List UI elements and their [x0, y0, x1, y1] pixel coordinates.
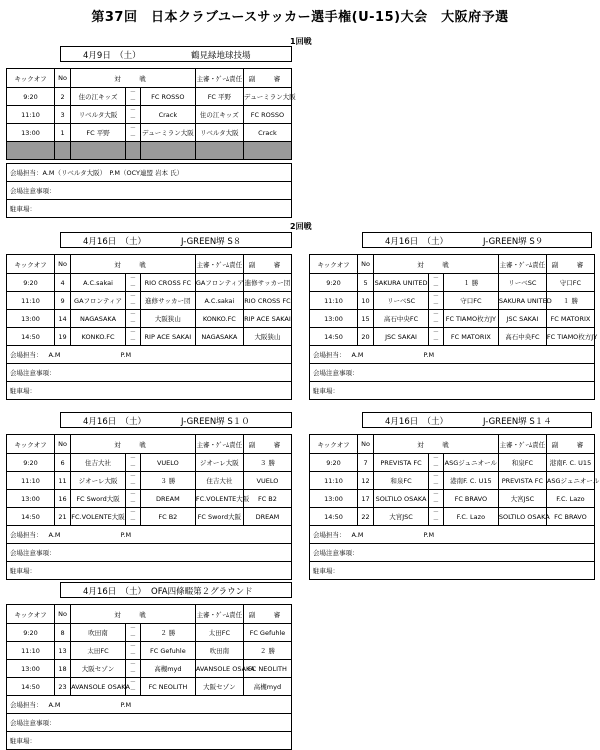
- round-2-label: 2回戦: [290, 222, 312, 231]
- assistant-team: ３ 勝: [243, 454, 291, 472]
- kickoff-time: 11:10: [7, 642, 55, 660]
- referee-team: 大阪セゾン: [195, 678, 243, 696]
- schedule-table: [309, 434, 600, 580]
- kickoff-header: キックオフ: [7, 605, 55, 624]
- match-row: [7, 678, 292, 696]
- venue-staff: 会場担当： A.M P.M: [7, 696, 292, 714]
- venue-notes: 会場注意事項：: [7, 544, 292, 562]
- away-team: FC ROSSO: [140, 88, 195, 106]
- match-row: [310, 490, 595, 508]
- venue-staff: 会場担当：A.M（リベルタ大阪） P.M（OCY連盟 岩本 氏）: [7, 164, 292, 182]
- assistant-team: ASGジュニオール: [546, 472, 594, 490]
- match-row: [7, 642, 292, 660]
- venue-header: [362, 232, 592, 248]
- versus-mark: － －: [126, 472, 141, 490]
- home-team: 吹田南: [71, 624, 126, 642]
- match-row: [7, 660, 292, 678]
- match-number: 5: [358, 274, 374, 292]
- away-team: 守口FC: [443, 292, 498, 310]
- kickoff-time: 14:50: [7, 328, 55, 346]
- kickoff-time: 11:10: [310, 292, 358, 310]
- home-team: A.C.sakai: [71, 274, 126, 292]
- match-row: [7, 88, 292, 106]
- no-header: No: [55, 605, 71, 624]
- match-date: 4月16日 （土）: [83, 587, 146, 597]
- referee-header: 主審・ｹﾞｰﾑ責任: [498, 435, 546, 454]
- away-team: 進修サッカー団: [140, 292, 195, 310]
- versus-mark: － －: [126, 124, 141, 142]
- venue-header: [60, 412, 292, 428]
- assistant-team: 大阪狭山: [243, 328, 291, 346]
- kickoff-time: 14:50: [7, 678, 55, 696]
- match-date: 4月9日 （土）: [83, 51, 141, 61]
- home-team: 太田FC: [71, 642, 126, 660]
- match-number: 21: [55, 508, 71, 526]
- match-header: 対 戦: [71, 255, 196, 274]
- match-date: 4月16日 （土）: [385, 417, 448, 427]
- versus-mark: － －: [429, 274, 444, 292]
- match-row: [7, 292, 292, 310]
- home-team: PREVISTA FC: [374, 454, 429, 472]
- away-team: デューミラン大阪: [140, 124, 195, 142]
- referee-team: ジオーレ大阪: [195, 454, 243, 472]
- kickoff-time: 9:20: [7, 454, 55, 472]
- parking-info: 駐車場：: [7, 562, 292, 580]
- assistant-team: 高槻myd: [243, 678, 291, 696]
- match-row: [7, 454, 292, 472]
- assistant-team: FC NEOLITH: [243, 660, 291, 678]
- assistant-team: FC B2: [243, 490, 291, 508]
- match-date: 4月16日 （土）: [83, 237, 146, 247]
- venue-notes: 会場注意事項：: [7, 182, 292, 200]
- away-team: Crack: [140, 106, 195, 124]
- versus-mark: － －: [429, 292, 444, 310]
- referee-team: 高石中央FC: [498, 328, 546, 346]
- match-row: [310, 292, 595, 310]
- home-team: リベルタ大阪: [71, 106, 126, 124]
- versus-mark: － －: [429, 490, 444, 508]
- assistant-team: VUELO: [243, 472, 291, 490]
- kickoff-header: キックオフ: [7, 255, 55, 274]
- venue-staff: 会場担当： A.M P.M: [7, 346, 292, 364]
- referee-team: リベルタ大阪: [195, 124, 243, 142]
- match-number: 12: [358, 472, 374, 490]
- kickoff-time: 14:50: [310, 328, 358, 346]
- away-team: FC Gefuhle: [140, 642, 195, 660]
- assistant-header: 副 審: [546, 255, 594, 274]
- match-row: [7, 106, 292, 124]
- away-team: RIO CROSS FC: [140, 274, 195, 292]
- match-row: [310, 454, 595, 472]
- kickoff-time: 9:20: [7, 274, 55, 292]
- versus-mark: － －: [126, 642, 141, 660]
- venue-staff: 会場担当： A.M P.M: [7, 526, 292, 544]
- home-team: 高石中央FC: [374, 310, 429, 328]
- kickoff-time: 13:00: [7, 124, 55, 142]
- venue-notes: 会場注意事項：: [7, 714, 292, 732]
- referee-team: GAフロンティア: [195, 274, 243, 292]
- home-team: 大阪セゾン: [71, 660, 126, 678]
- kickoff-time: 11:10: [7, 106, 55, 124]
- no-header: No: [55, 435, 71, 454]
- home-team: リーベSC: [374, 292, 429, 310]
- referee-team: FC Sword大阪: [195, 508, 243, 526]
- match-number: 4: [55, 274, 71, 292]
- parking-info: 駐車場：: [7, 732, 292, 750]
- venue-notes: 会場注意事項：: [310, 544, 595, 562]
- kickoff-time: 13:00: [310, 490, 358, 508]
- away-team: 大阪狭山: [140, 310, 195, 328]
- assistant-team: FC TIAMO枚方JY: [546, 328, 594, 346]
- assistant-header: 副 審: [243, 605, 291, 624]
- venue-name: J-GREEN堺 S１４: [483, 417, 552, 427]
- match-row: [7, 310, 292, 328]
- referee-header: 主審・ｹﾞｰﾑ責任: [195, 255, 243, 274]
- match-number: 11: [55, 472, 71, 490]
- match-row: [310, 310, 595, 328]
- kickoff-time: 9:20: [310, 274, 358, 292]
- match-number: 8: [55, 624, 71, 642]
- no-header: No: [55, 69, 71, 88]
- venue-header: [60, 582, 292, 598]
- assistant-team: RIP ACE SAKAI: [243, 310, 291, 328]
- match-number: 22: [358, 508, 374, 526]
- kickoff-time: 9:20: [7, 624, 55, 642]
- match-row: [7, 490, 292, 508]
- match-number: 15: [358, 310, 374, 328]
- versus-mark: － －: [126, 292, 141, 310]
- home-team: FC.VOLENTE大阪: [71, 508, 126, 526]
- away-team: DREAM: [140, 490, 195, 508]
- home-team: GAフロンティア: [71, 292, 126, 310]
- referee-team: KONKO.FC: [195, 310, 243, 328]
- home-team: NAGASAKA: [71, 310, 126, 328]
- assistant-team: 進修サッカー団: [243, 274, 291, 292]
- venue-header: [60, 46, 292, 62]
- versus-mark: － －: [126, 490, 141, 508]
- assistant-team: ２ 勝: [243, 642, 291, 660]
- venue-name: J-GREEN堺 S１０: [181, 417, 250, 427]
- venue-staff: 会場担当： A.M P.M: [310, 526, 595, 544]
- versus-mark: － －: [126, 454, 141, 472]
- kickoff-time: 13:00: [7, 490, 55, 508]
- schedule-table: [6, 68, 296, 218]
- match-row: [310, 508, 595, 526]
- venue-name: J-GREEN堺 S９: [483, 237, 544, 247]
- assistant-team: F.C. Lazo: [546, 490, 594, 508]
- match-number: 17: [358, 490, 374, 508]
- referee-header: 主審・ｹﾞｰﾑ責任: [498, 255, 546, 274]
- match-number: 3: [55, 106, 71, 124]
- venue-header: [362, 412, 592, 428]
- away-team: ２ 勝: [140, 624, 195, 642]
- match-row: [310, 328, 595, 346]
- referee-team: NAGASAKA: [195, 328, 243, 346]
- venue-staff: 会場担当： A.M P.M: [310, 346, 595, 364]
- versus-mark: － －: [429, 454, 444, 472]
- match-number: 1: [55, 124, 71, 142]
- away-team: FC BRAVO: [443, 490, 498, 508]
- match-number: 7: [358, 454, 374, 472]
- versus-mark: － －: [126, 624, 141, 642]
- assistant-header: 副 審: [243, 435, 291, 454]
- kickoff-header: キックオフ: [310, 255, 358, 274]
- referee-team: 太田FC: [195, 624, 243, 642]
- no-header: No: [55, 255, 71, 274]
- versus-mark: － －: [126, 660, 141, 678]
- match-date: 4月16日 （土）: [385, 237, 448, 247]
- assistant-team: RIO CROSS FC: [243, 292, 291, 310]
- versus-mark: － －: [429, 328, 444, 346]
- home-team: KONKO.FC: [71, 328, 126, 346]
- assistant-team: 港南F. C. U15: [546, 454, 594, 472]
- match-header: 対 戦: [71, 605, 196, 624]
- kickoff-time: 14:50: [7, 508, 55, 526]
- match-row: [7, 328, 292, 346]
- match-row: [7, 508, 292, 526]
- parking-info: 駐車場：: [7, 200, 292, 218]
- versus-mark: － －: [126, 508, 141, 526]
- assistant-header: 副 審: [243, 255, 291, 274]
- match-row: [310, 274, 595, 292]
- assistant-team: DREAM: [243, 508, 291, 526]
- parking-info: 駐車場：: [310, 382, 595, 400]
- home-team: FC 平野: [71, 124, 126, 142]
- schedule-table: [6, 604, 292, 750]
- referee-team: 和泉FC: [498, 454, 546, 472]
- match-row: [7, 124, 292, 142]
- kickoff-header: キックオフ: [7, 435, 55, 454]
- kickoff-time: 14:50: [310, 508, 358, 526]
- referee-team: A.C.sakai: [195, 292, 243, 310]
- spacer-row: [7, 142, 292, 160]
- schedule-table: [309, 254, 598, 400]
- away-team: 高槻myd: [140, 660, 195, 678]
- no-header: No: [358, 255, 374, 274]
- match-number: 23: [55, 678, 71, 696]
- schedule-table: [6, 254, 292, 400]
- referee-team: SOLTILO OSAKA: [498, 508, 546, 526]
- versus-mark: － －: [126, 328, 141, 346]
- assistant-team: 守口FC: [546, 274, 594, 292]
- match-date: 4月16日 （土）: [83, 417, 146, 427]
- referee-team: 吹田南: [195, 642, 243, 660]
- away-team: FC TIAMO枚方JY: [443, 310, 498, 328]
- home-team: 和泉FC: [374, 472, 429, 490]
- away-team: １ 勝: [443, 274, 498, 292]
- assistant-team: FC ROSSO: [243, 106, 291, 124]
- referee-team: FC 平野: [195, 88, 243, 106]
- match-number: 2: [55, 88, 71, 106]
- kickoff-header: キックオフ: [7, 69, 55, 88]
- kickoff-header: キックオフ: [310, 435, 358, 454]
- assistant-team: FC MATORIX: [546, 310, 594, 328]
- home-team: ジオーレ大阪: [71, 472, 126, 490]
- assistant-team: Crack: [243, 124, 291, 142]
- versus-mark: － －: [126, 88, 141, 106]
- match-number: 6: [55, 454, 71, 472]
- away-team: FC MATORIX: [443, 328, 498, 346]
- referee-team: PREVISTA FC: [498, 472, 546, 490]
- referee-header: 主審・ｹﾞｰﾑ責任: [195, 69, 243, 88]
- assistant-team: デューミラン大阪: [243, 88, 291, 106]
- kickoff-time: 9:20: [7, 88, 55, 106]
- no-header: No: [358, 435, 374, 454]
- match-number: 19: [55, 328, 71, 346]
- match-header: 対 戦: [374, 435, 499, 454]
- assistant-header: 副 審: [546, 435, 594, 454]
- parking-info: 駐車場：: [310, 562, 595, 580]
- referee-team: JSC SAKAI: [498, 310, 546, 328]
- versus-mark: － －: [429, 472, 444, 490]
- referee-team: AVANSOLE OSAKA: [195, 660, 243, 678]
- venue-header: [60, 232, 292, 248]
- match-number: 9: [55, 292, 71, 310]
- home-team: 住吉大社: [71, 454, 126, 472]
- versus-mark: － －: [126, 106, 141, 124]
- home-team: SAKURA UNITED: [374, 274, 429, 292]
- match-number: 10: [358, 292, 374, 310]
- referee-team: FC.VOLENTE大阪: [195, 490, 243, 508]
- venue-name: 鶴見緑地球技場: [191, 51, 251, 61]
- match-header: 対 戦: [71, 435, 196, 454]
- versus-mark: － －: [126, 310, 141, 328]
- away-team: RIP ACE SAKAI: [140, 328, 195, 346]
- away-team: FC NEOLITH: [140, 678, 195, 696]
- venue-name: OFA四條畷第２グラウンド: [151, 587, 253, 597]
- round-1-label: 1回戦: [290, 37, 312, 46]
- parking-info: 駐車場：: [7, 382, 292, 400]
- home-team: SOLTILO OSAKA: [374, 490, 429, 508]
- kickoff-time: 11:10: [310, 472, 358, 490]
- kickoff-time: 11:10: [7, 292, 55, 310]
- match-header: 対 戦: [71, 69, 196, 88]
- versus-mark: － －: [429, 310, 444, 328]
- versus-mark: － －: [429, 508, 444, 526]
- home-team: JSC SAKAI: [374, 328, 429, 346]
- home-team: 住の江キッズ: [71, 88, 126, 106]
- referee-team: 住吉大社: [195, 472, 243, 490]
- venue-notes: 会場注意事項：: [310, 364, 595, 382]
- referee-header: 主審・ｹﾞｰﾑ責任: [195, 435, 243, 454]
- versus-mark: － －: [126, 274, 141, 292]
- home-team: AVANSOLE OSAKA: [71, 678, 126, 696]
- away-team: 港南F. C. U15: [443, 472, 498, 490]
- assistant-team: FC Gefuhle: [243, 624, 291, 642]
- match-row: [310, 472, 595, 490]
- away-team: F.C. Lazo: [443, 508, 498, 526]
- away-team: FC B2: [140, 508, 195, 526]
- match-number: 14: [55, 310, 71, 328]
- match-row: [7, 624, 292, 642]
- match-number: 16: [55, 490, 71, 508]
- referee-header: 主審・ｹﾞｰﾑ責任: [195, 605, 243, 624]
- away-team: ASGジュニオール: [443, 454, 498, 472]
- referee-team: 大宮JSC: [498, 490, 546, 508]
- away-team: ３ 勝: [140, 472, 195, 490]
- kickoff-time: 13:00: [7, 660, 55, 678]
- kickoff-time: 13:00: [310, 310, 358, 328]
- assistant-team: １ 勝: [546, 292, 594, 310]
- away-team: VUELO: [140, 454, 195, 472]
- venue-notes: 会場注意事項：: [7, 364, 292, 382]
- venue-name: J-GREEN堺 S８: [181, 237, 242, 247]
- assistant-team: FC BRAVO: [546, 508, 594, 526]
- home-team: FC Sword大阪: [71, 490, 126, 508]
- match-number: 20: [358, 328, 374, 346]
- match-number: 13: [55, 642, 71, 660]
- kickoff-time: 11:10: [7, 472, 55, 490]
- match-row: [7, 274, 292, 292]
- schedule-table: [6, 434, 292, 580]
- match-row: [7, 472, 292, 490]
- kickoff-time: 9:20: [310, 454, 358, 472]
- referee-team: SAKURA UNITED: [498, 292, 546, 310]
- referee-team: リーベSC: [498, 274, 546, 292]
- match-header: 対 戦: [374, 255, 499, 274]
- page-title: 第37回 日本クラブユースサッカー選手権(U-15)大会 大阪府予選: [91, 10, 509, 25]
- home-team: 大宮JSC: [374, 508, 429, 526]
- kickoff-time: 13:00: [7, 310, 55, 328]
- assistant-header: 副 審: [243, 69, 291, 88]
- referee-team: 住の江キッズ: [195, 106, 243, 124]
- match-number: 18: [55, 660, 71, 678]
- versus-mark: － －: [126, 678, 141, 696]
